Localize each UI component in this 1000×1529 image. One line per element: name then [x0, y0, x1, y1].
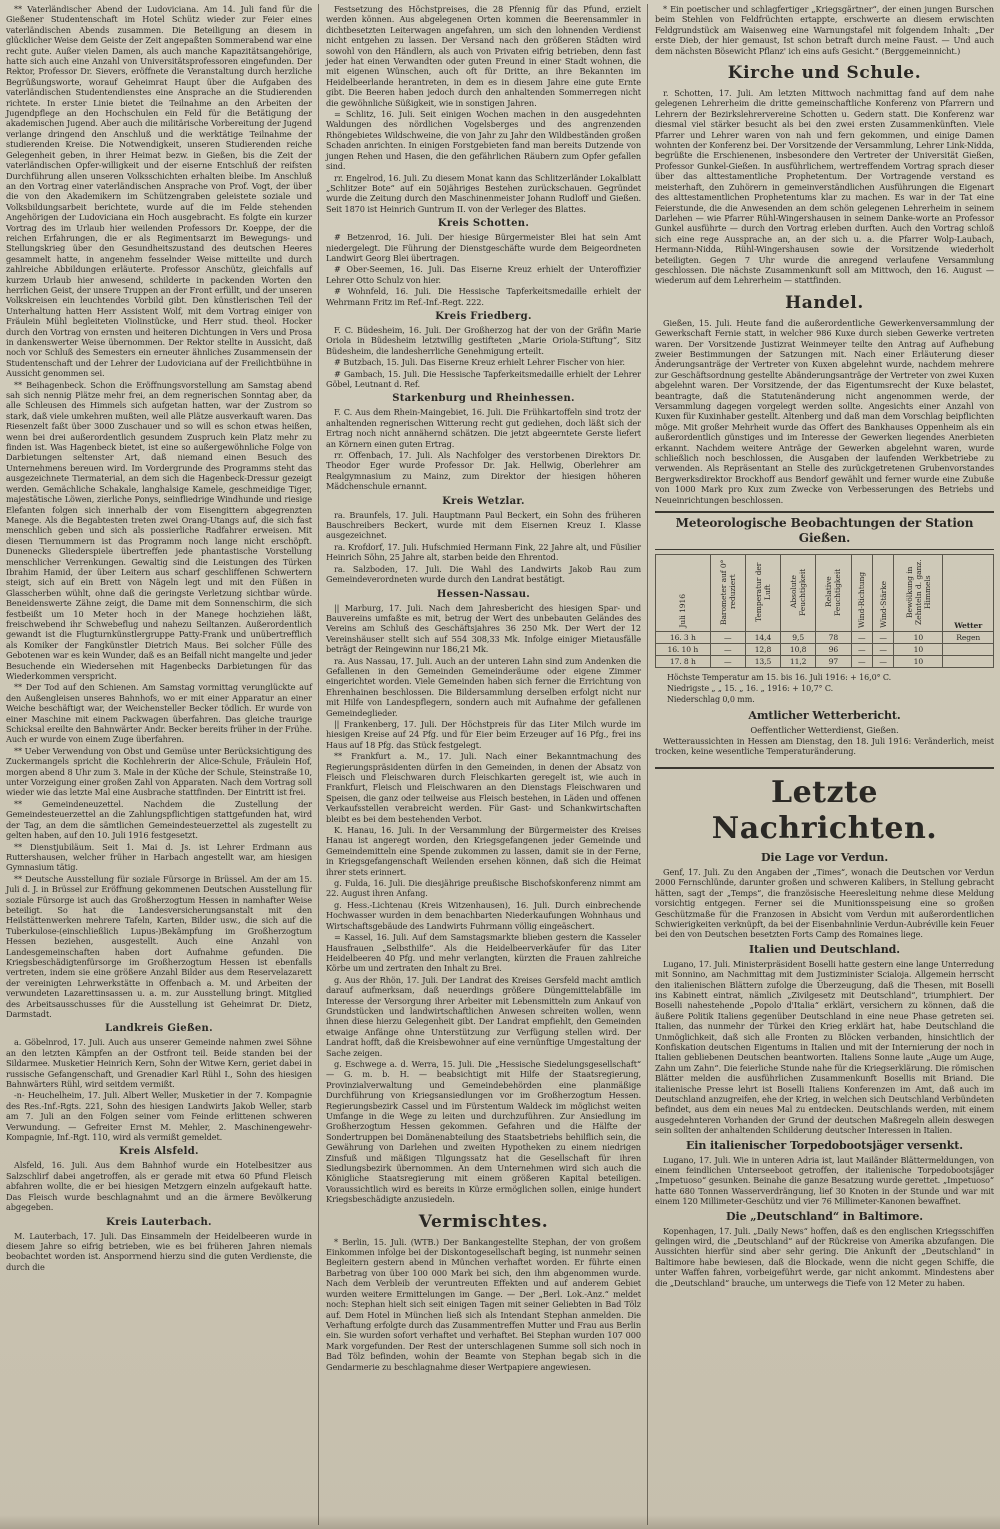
section-heading-kirche-schule: Kirche und Schule. — [727, 63, 922, 84]
section-heading-meteorologische: Meteorologische Beobachtungen der Station Gießen. — [655, 511, 994, 550]
article-rhoen: g. Aus der Rhön, 17. Juli. Der Landrat des Kreises Gersfeld macht amtlich darauf aufmerksam, daß neuerdings größere Düngemittelabfälle im Interesse der Versorgung ihrer Arbeiter mit Lebensmitteln zum Ankauf von Grundstücken und landwirtschaftlichen Anwesen schreiten wollen, wenn ihnen diese hierzu Gelegenheit gibt. Der Landrat empfiehlt, den Gemeinden etwaige Anfänge ohne Unterstützung zur Verfügung stellen wird. Der Landrat hofft, daß die Kreisbewohner auf eine vernünftige Umgestaltung der Sache zeigen. — [326, 974, 641, 1058]
article-kassel: = Kassel, 16. Juli. Auf dem Samstagsmarkte blieben gestern die Kasseler Hausfrauen „Selbsthilfe“. Als die Heidelbeerverkäufer für das Liter Heidelbeeren 40 Pfg. und mehr verlangten, kürzten die Frauen zahlreiche Körbe um und zertraten den Inhalt zu Brei. — [326, 932, 641, 974]
weather-cell: 10 — [894, 656, 943, 668]
weather-cell: — — [851, 656, 872, 668]
article-schlitz: = Schlitz, 16. Juli. Seit einigen Wochen machen in den ausgedehnten Waldungen des nördlichen Vogelsberges und des angrenzenden Rhöngebietes Wildschweine, die von Jahr zu Jahr den Wildbeständen großen Schaden anrichten. In einigen Forstgebieten fand man bereits Dutzende von jungen Rehen und Hasen, die den gefährlichen Räubern zum Opfer gefallen sind. — [326, 109, 641, 172]
weather-cell: 9,5 — [781, 632, 816, 644]
weather-cell: — — [710, 644, 745, 656]
section-heading-hessen-nassau: Hessen-Nassau. — [436, 588, 531, 600]
section-heading-starkenburg: Starkenburg und Rheinhessen. — [392, 393, 575, 405]
weather-cell: Regen — [943, 632, 994, 644]
article-dienstjubilaeum: ** Dienstjubiläum. Seit 1. Mai d. Js. ist Lehrer Erdmann aus Ruttershausen, welcher früher in Harbach angestellt war, am hiesigen Gymnasium tätig. — [6, 841, 312, 873]
article-hanau: K. Hanau, 16. Juli. In der Versammlung der Bürgermeister des Kreises Hanau ist angeregt worden, den Kriegsgefangenen jeder Gemeinde und Gemeindemitteln eine Spende zukommen zu lassen, damit sie in der Ferne, in Kriegsgefangenschaft Weilenden ersehen können, daß sich die Heimat ihrer stets erinnert. — [326, 825, 641, 877]
section-heading-kreis-lauterbach: Kreis Lauterbach. — [106, 1216, 212, 1228]
column-3 — [649, 0, 1000, 1529]
article-alsfeld: Alsfeld, 16. Juli. Aus dem Bahnhof wurde ein Hotelbesitzer aus Salzschlirf dabei angetroffen, als er gerade mit etwa 60 Pfund Fleisch abfahren wollte, die er bei hiesigen Metzgern einzeln aufgekauft hatte. Das Fleisch wurde beschlagnahmt und an die ärmere Bevölkerung abgegeben. — [6, 1160, 312, 1213]
weather-cell: — — [710, 656, 745, 668]
article-wohnfeld: # Wohnfeld, 16. Juli. Die Hessische Tapferkeitsmedaille erhielt der Wehrmann Fritz im Ref.-Inf.-Regt. 222. — [326, 286, 641, 307]
article-krofdorf: ra. Krofdorf, 17. Juli. Hufschmied Hermann Fink, 22 Jahre alt, und Füsilier Heinrich Söhn, 25 Jahre alt, starben beide den Ehrentod. — [326, 541, 641, 563]
section-heading-vermischtes: Vermischtes. — [418, 1211, 549, 1232]
article-gemeindesteuerzettel: ** Gemeindeneuzettel. Nachdem die Zustellung der Gemeindesteuerzettel an die Zahlungspflichtigen stattgefunden hat, wird der Tag, an dem die sämtlichen Gemeindesteuerzettel als zugestellt zu gelten haben, auf den 10. Juli 1916 festgesetzt. — [6, 798, 312, 841]
weather-note-precip: Niederschlag 0,0 mm. — [667, 695, 755, 705]
article-berlin: * Berlin, 15. Juli. (WTB.) Der Bankangestellte Stephan, der von großem Einkommen infolge bei der Diskontogesellschaft beging, ist nunmehr seinen Begleitern gestern abend in München verhaftet worden. Er führte einen Barbetrag von über 100 000 Mark bei sich, den ihm abgenommen wurde. Nach dem Verbleib der veruntreuten Effekten und auf anderem Gebiet wurden weitere Ermittelungen im Gange. — Der „Berl. Lok.-Anz.“ meldet noch: Stephan hielt sich seit einigen Tagen mit seiner Geliebten in Bad Tölz auf. Dem Hotel in München ließ sich als Intendant Stephan anmelden. Die Verhaftung erfolgte durch das Zusammentreffen Mutter und Frau aus Berlin ein. Sie wurden sofort verhaftet und verhaftet. Bei Stephan wurden 107 000 Mark vorgefunden. Der Rest der unterschlagenen Summe soll sich noch in Bad Tölz befinden, wohin der Beamte von Stephan begab sich in die Gendarmerie zu beschlagnahme dieser Wertpapiere angewiesen. — [326, 1236, 641, 1372]
article-marburg: || Marburg, 17. Juli. Nach dem Jahresbericht des hiesigen Spar- und Bauvereins umfaßte es mit, betrug der Wert des unbebauten Geländes des Vereins am Schluß des Geschäftsjahres 36 250 Mk. Der Wert der 12 Vereinshäuser stellt sich auf 554 308,33 Mk. Infolge einiger Mietausfälle beträgt der Reingewinn nur 186,21 Mk. — [326, 602, 641, 655]
weather-header-cell: Wind-Richtung — [851, 555, 872, 632]
subheading-deutschland-baltimore: Die „Deutschland“ in Baltimore. — [726, 1209, 923, 1223]
weather-header-cell: Relative Feuchtigkeit — [816, 555, 851, 632]
article-heuchelheim: -n- Heuchelheim, 17. Juli. Albert Weller, Musketier in der 7. Kompagnie des Res.-Inf.-Rgts. 221, Sohn des hiesigen Landwirts Jakob Weller, starb am 7. Juli an den Folgen seiner vom Feinde erlittenen schweren Verwundung. — Gefreiter Ernst M. Mehler, 2. Maschinengewehr-Kompagnie, Inf.-Rgt. 110, wird als vermißt gemeldet. — [6, 1090, 312, 1143]
article-kopenhagen: Kopenhagen, 17. Juli. „Daily News“ hoffen, daß es den englischen Kriegsschiffen gelingen wird, die „Deutschland“ auf der Rückreise von Amerika abzufangen. Die Aussichten hierfür sind aber sehr gering. Die Ankunft der „Deutschland“ in Baltimore habe bewiesen, daß die Blockade, wenn die nicht gegen Schiffe, die unter Waffen fahren, vorbeigeführt werde, gar nicht ankommt. Mindestens aber die „Deutschland“ brauche, um unterwegs die Tiefe von 12 Meter zu haben. — [655, 1225, 994, 1288]
weather-cell — [943, 656, 994, 668]
article-butzbach: # Butzbach, 15. Juli. Das Eiserne Kreuz erhielt Lehrer Fischer von hier. — [334, 357, 625, 368]
article-gambach: # Gambach, 15. Juli. Die Hessische Tapferkeitsmedaille erhielt der Lehrer Göbel, Leutnant d. Ref. — [326, 368, 641, 389]
subheading-italien-deutschland: Italien und Deutschland. — [749, 942, 900, 956]
column-1 — [0, 0, 318, 1529]
article-eschwege: g. Eschwege a. d. Werra, 15. Juli. Die „Hessische Siedelungsgesellschaft“ — G. m. b. H. — beabsichtigt mit Hilfe der Staatsregierung, Provinzialverwaltung und Gemeindebehörden eine planmäßige Durchführung von Kriegsansiedlungen vor im Großherzogtum Hessen. Regierungsbezirk Cassel und im Fürstentum Waldeck im möglichst weiten Umfange in die Wege zu leiten und durchzuführen. Zur Ansiedlung im Großherzogtum Hessen gekommen. Gefahren und die Hälfte der Sondertruppen bei Domänenabteilung des Staatsbetriebs behilflich sein, die Gewährung von Darlehen und zweiten Hypotheken zu einem niedrigen Zinsfuß und mäßigen Tilgungssatz hat die Gesellschaft für ihren Siedlungsbezirk übernommen. An dem Unternehmen wird sich auch die Königliche Staatsregierung mit einem größeren Kapital beteiligen. Voraussichtlich wird es bereits in Kürze ermöglichen sollen, einige hundert Kriegsbeschädigte anzusiedeln. — [326, 1058, 641, 1205]
weather-cell: 12,8 — [745, 644, 780, 656]
article-giessen-gewerken: Gießen, 15. Juli. Heute fand die außerordentliche Gewerkenversammlung der Gewerkschaft Fernie statt, in welcher 986 Kuxe durch sieben Gewerke vertreten waren. Der Vorsitzende Justizrat Weinmeyer teilte den Antrag auf Aufhebung zweier Bestimmungen der Satzungen mit. Nach einer Erläuterung dieser Änderungsanträge der Vertreter von Kuxen abgelehnt wurde, nachdem mehrere zur Geschäftsordnung gestellte Abänderungsanträge der Vertreter von zwei Kuxen abgelehnt waren. Der Vorsitzende, der das Eigentumsrecht der Kuxe belastet, beantragte, daß die Statutenänderung nicht angenommen werde, der Versammlung dagegen vorgelegt werden sollte. Angesichts einer Anzahl von Kuxen für Kuxinhaber gestellt. Altenberg und daß man dem Vorschlag beipflichten möge. Mit großer Mehrheit wurde das Offert des Bankhauses Oppenheim als ein außerordentlich günstiges und im Interesse der Gewerken liegendes Anerbieten erkannt. Nachdem weitere Anträge der Gewerken abgelehnt waren, wurde schließlich noch beschlossen, die Ausgaben der laufenden Werkbetriebe zu verwenden. Als Repräsentant an Stelle des zurückgetretenen Grubenvorstandes Bergwerksdirektor Brockhoff aus Bendorf gewählt und ferner wurde eine Zubuße von 1000 Mark pro Kux zum Zwecke von Verbesserungen des Betriebs und Neueinrichtungen beschlossen. — [655, 317, 994, 505]
subheading-torpedobootsjaeger: Ein italienischer Torpedobootsjäger versenkt. — [685, 1138, 964, 1152]
weather-header-cell: Bewölkung in Zehnteln d. ganz. Himmels — [894, 555, 943, 632]
weather-cell: — — [872, 632, 893, 644]
weather-cell: 16. 10 h — [656, 644, 711, 656]
section-heading-letzte-nachrichten: Letzte Nachrichten. — [655, 767, 994, 847]
weather-note-min: Niedrigste „ „ 15. „ 16. „ 1916: + 10,7° C. — [667, 684, 834, 694]
weather-row — [656, 644, 994, 656]
article-buedesheim: F. C. Büdesheim, 16. Juli. Der Großherzog hat der von der Gräfin Marie Oriola in Büdesheim letztwillig gestifteten „Marie Oriola-Stiftung“, Sitz Büdesheim, die landesherrliche Genehmigung erteilt. — [326, 324, 641, 356]
article-lugano-impetuoso: Lugano, 17. Juli. Wie in unteren Adria ist, laut Mailänder Blättermeldungen, von einem feindlichen Unterseeboot getroffen, der italienische Torpedobootsjäger „Impetuoso“ gesunken. Beinahe die ganze Besatzung wurde gerettet. „Impetuoso“ hatte 680 Tonnen Wasserverdrängung, lief 30 Knoten in der Stunde und war mit einem 120 Millimeter-Geschütz und vier 76 Millimeter-Kanonen bewaffnet. — [655, 1154, 994, 1207]
weather-cell: 17. 8 h — [656, 656, 711, 668]
weather-cell: 11,2 — [781, 656, 816, 668]
article-goebelnrod: a. Göbelnrod, 17. Juli. Auch aus unserer Gemeinde nahmen zwei Söhne an den letzten Kämpfen an der Ostfront teil. Beide standen bei der Sildarmee. Musketier Heinrich Kern, Sohn der Witwe Kern, geriet dabei in russische Gefangenschaft, und Grenadier Karl Rühl I., Sohn des hiesigen Bahnwärters Rühl, wird seitdem vermißt. — [6, 1037, 312, 1090]
weather-note-max: Höchste Temperatur am 15. bis 16. Juli 1916: + 16,0° C. — [667, 673, 892, 683]
section-heading-landkreis-giessen: Landkreis Gießen. — [105, 1023, 213, 1035]
article-schotten: r. Schotten, 17. Juli. Am letzten Mittwoch nachmittag fand auf dem nahe gelegenen Lehrerheim die dritte gemeinschaftliche Konferenz von Pfarrern und Lehrern der Bezirkslehrervereine Schotten u. Gedern statt. Die Konferenz war diesmal viel stärker besucht als bei den zwei ersten Zusammenkünften. Viele Pfarrer und Lehrer waren von nah und fern gekommen, und einige Damen wohnten der Konferenz bei. Der Vorsitzende der Versammlung, Lehrer Link-Nidda, begrüßte die Erschienenen, insbesondere den Vertreter der Universität Gießen, Professor Gunkel-Gießen. In ausführlichem, wertreffendem Vortrag sprach dieser über das alttestamentliche Prophetentum. Der Vortragende verstand es meisterhaft, den Zuhörern in gemeinverständlichen Ausführungen die Eigenart des alttestamentlichen Prophetentums klar zu machen. Es war in der Tat eine Feierstunde, die die Anwesenden an dem schön gelegenen Lehrerheim in seinem Darlehen — wie Pfarrer Rühl-Wingershausen in seinem Danke-worte an Professor Gunkel ausführte — durch den Vortrag erleben durften. Auch den Vortrag schloß sich eine rege Aussprache an, an der sich u. a. die Pfarrer Wolp-Laubach, Hermann-Nidda, Rühl-Wingershausen sowie der Vorsitzende wiederholt beteiligten. Gegen 7 Uhr wurde die anregend verlaufene Versammlung geschlossen. Die nächste Zusammenkunft soll am Mittwoch, den 16. August — wiederum auf dem Lehrerheim — stattfinden. — [655, 88, 994, 286]
weather-cell: 78 — [816, 632, 851, 644]
weather-table — [655, 554, 994, 668]
article-betzenrod: # Betzenrod, 16. Juli. Der hiesige Bürgermeister Blei hat sein Amt niedergelegt. Die Führung der Dienstgeschäfte wurde dem Beigeordneten Landwirt Georg Blei übertragen. — [326, 232, 641, 263]
weather-cell: 16. 3 h — [656, 632, 711, 644]
article-rhein-maingebiet: F. C. Aus dem Rhein-Maingebiet, 16. Juli. Die Frühkartoffeln sind trotz der anhaltenden regnerischen Witterung recht gut gediehen, doch läßt sich der Ertrag noch nicht annähernd schätzen. Die jetzt abgeerntete Gerste liefert an Körnern einen guten Ertrag. — [326, 407, 641, 449]
section-heading-handel: Handel. — [785, 292, 864, 313]
subheading-lage-verdun: Die Lage vor Verdun. — [760, 850, 889, 864]
article-obst-gemuese: ** Ueber Verwendung von Obst und Gemüse unter Berücksichtigung des Zuckermangels spricht die Kochlehrerin der Alice-Schule, Fräulein Hof, morgen abend 8 Uhr zum 3. Male in der Küche der Schule, Steinstraße 10, unter Vorzeigung einer großen Zahl von Apparaten. Nach dem Vortrag soll wieder wie das letzte Mal eine Ausbrache stattfinden. Der Eintritt ist frei. — [6, 745, 312, 798]
article-ober-seemen: # Ober-Seemen, 16. Juli. Das Eiserne Kreuz erhielt der Unteroffizier Lehrer Otto Schulz von hier. — [326, 264, 641, 285]
article-nassau: ra. Aus Nassau, 17. Juli. Auch an der unteren Lahn sind zum Andenken die Gefallenen in den Gemeinden Gemeinderäume oder eigene Zimmer eingerichtet worden. Viele Gemeinden haben sich ferner die Errichtung von Ehrenhainen beschlossen. Die Bildersammlung derselben erfolgt nicht nur mit Hilfe von Landespflegern, sondern auch mit Aufnahme der gefallenen Gemeindeglieder. — [326, 655, 641, 718]
page-bottom-edge — [0, 1515, 1000, 1529]
weather-header-cell: Wind-Stärke — [872, 555, 893, 632]
weather-header-cell: Barometer auf 0° reduziert — [710, 555, 745, 632]
weather-cell: 14,4 — [745, 632, 780, 644]
weather-cell: — — [851, 644, 872, 656]
column-2 — [320, 0, 647, 1529]
article-fulda: g. Fulda, 16. Juli. Die diesjährige preußische Bischofskonferenz nimmt am 22. August ihren Anfang. — [326, 878, 641, 899]
weather-cell: — — [872, 656, 893, 668]
weather-cell: 13,5 — [745, 656, 780, 668]
section-heading-kreis-schotten: Kreis Schotten. — [437, 218, 530, 230]
weather-header-cell: Wetter — [943, 555, 994, 632]
weather-cell: 97 — [816, 656, 851, 668]
weather-cell: 10 — [894, 644, 943, 656]
article-offenbach: rr. Offenbach, 17. Juli. Als Nachfolger des verstorbenen Direktors Dr. Theodor Eger wurde Professor Dr. Jak. Hellwig, Oberlehrer am Realgymnasium zu Mainz, zum Direktor der hiesigen höheren Mädchenschule ernannt. — [326, 450, 641, 492]
article-heidelbeeren: Festsetzung des Höchstpreises, die 28 Pfennig für das Pfund, erzielt werden können. Aus abgelegenen Orten kommen die Beerensammler in dichtbesetzten Leiterwagen angefahren, um sich den lohnenden Verdienst nicht entgehen zu lassen. Der Versand nach den größeren Städten wird sowohl von den Händlern, als auch von Privaten eifrig betrieben, denn fast jeder hat einen Verwandten oder guten Freund in einer Stadt wohnen, die mit eigenen Wünschen, auch oft für Dritte, an ihre Bekannten im Heidelbeerlande herantreten, in dem es in diesem Jahre eine gute Ernte gibt. Die Beeren haben jedoch durch den anhaltenden Sommerregen nicht die gewöhnliche Süßigkeit, wie in sonstigen Jahren. — [326, 4, 641, 108]
weather-row — [656, 656, 994, 668]
weather-row — [656, 632, 994, 644]
weather-cell: 10 — [894, 632, 943, 644]
article-frankfurt: ** Frankfurt a. M., 17. Juli. Nach einer Bekanntmachung des Regierungspräsidenten dürfen in den Gemeinden, in denen der Absatz von Fleisch und Fleischwaren durch Fleischkarten geregelt ist, wie auch in Frankfurt, Fleisch und Fleischwaren an den Dienstags Fleischwaren und Speisen, die ganz oder teilweise aus Fleisch bestehen, in Läden und offenen Verkaufsstellen verabreicht werden. Für Gast- und Schankwirtschaften bleibt es bei dem bestehenden Verbot. — [326, 751, 641, 824]
weather-cell: 96 — [816, 644, 851, 656]
column-rule — [318, 4, 319, 1525]
article-genf: Genf, 17. Juli. Zu den Angaben der „Times“, wonach die Deutschen vor Verdun 2000 Fernschlünde, darunter großen und schweren Kalibers, in Stellung gebracht hätten, sagt der „Temps“, die französische Heeresleitung nehme diese Meldung vorsichtig entgegen. Ferner sei die Munitionsspeisung eine so großen Geschützmaße für die Franzosen in Absicht vom Verdun mit außerordentlichen Schwierigkeiten verknüpft, da bei der Eisenbahnlinie Verdun-Aubréville kein Feuer bei den von Deutschen besetzten Forts Camp des Romaines liege. — [655, 866, 994, 940]
weather-cell: — — [851, 632, 872, 644]
weather-header-cell: Absolute Feuchtigkeit — [781, 555, 816, 632]
article-hess-lichtenau: g. Hess.-Lichtenau (Kreis Witzenhausen), 16. Juli. Durch einbrechende Hochwasser wurden in dem benachbarten Niederkaufungen Wohnhaus und Wirtschaftsgebäude des Landwirts Fuhrmann völlig eingeäschert. — [326, 899, 641, 931]
section-heading-amtlicher-wetterbericht: Amtlicher Wetterbericht. — [748, 709, 901, 723]
section-heading-kreis-alsfeld: Kreis Alsfeld. — [119, 1146, 199, 1158]
article-kriegsgaertner: * Ein poetischer und schlagfertiger „Kriegsgärtner“, der einen jungen Burschen beim Stehlen von Feldfrüchten ertappte, erschwerte an diesem erwischten Feldgrundstück am Waisenweg eine Warnungstafel mit folgendem Inhalt: „Der erste Dieb, der hier gemaust, Ist schon betraft durch meine Faust. — Und auch dem nächsten Bösewicht Pflanz' ich eins aufs Gesicht.“ (Berggemeinnicht.) — [655, 4, 994, 56]
weather-cell — [943, 644, 994, 656]
weather-header-cell: Temperatur der Luft — [745, 555, 780, 632]
section-heading-kreis-friedberg: Kreis Friedberg. — [435, 310, 532, 322]
article-salzboden: ra. Salzboden, 17. Juli. Die Wahl des Landwirts Jakob Rau zum Gemeindeverordneten wurde durch den Landrat bestätigt. — [326, 563, 641, 585]
column-rule — [647, 4, 648, 1525]
article-vaterlaendischer-abend: ** Vaterländischer Abend der Ludoviciana. Am 14. Juli fand für die Gießener Studentenschaft im Hotel Schütz wieder zur Feier eines vaterländischen Abends zusammen. Die Beteiligung an diesem in glücklicher Weise dem Geiste der Zeit angepaßten Sommerabend war eine recht gute. Außer vielen Damen, als auch manche Kapazitätsangehörige, hatte sich auch eine Anzahl von Universitätsprofessoren eingefunden. Der Rektor, Professor Dr. Sievers, eröffnete die Veranstaltung durch herzliche Begrüßungsworte, worauf Geheimrat Haupt über die Aufgaben des vaterländischen Studentendienstes eine Ansprache an die Studierenden richtete. In erster Linie bietet die Teilnahme an den Arbeiten der Jugendpflege an den Hochschulen ein Feld für die Betätigung der akademischen Jugend. Aber auch die militärische Vorbereitung der Jugend verlange dringend den Anschluß und die werktätige Teilnahme der studierenden Kreise. Die Notwendigkeit, unseren Studierenden reiche Gelegenheit geben, in ihrer Heimat bezw. in Gießen, bis die Zeit der vaterländischen Opfer-willigkeit und der eiserne Entschluß der reifsten Durchführung allen unseren Volksschichten erhalten bleibe. Im Anschluß an den Vortrag einer vaterländischen Ansprache von Prof. Vogt, der über die von den Akademikern im Schützengraben geleistete soziale und Volksbildungsarbeit berichtete, wurde auf die im Felde stehenden Angehörigen der Ludoviciana ein Hoch ausgebracht. Es folgte ein kurzer Vortrag des im Urlaub hier weilenden Professors Dr. Koeppe, der die reichen Erfahrungen, die er als Regimentsarzt im Bewegungs- und Stellungskrieg über den Gesundheitszustand des deutschen Heeres gesammelt hatte, in angenehm fesselnder Weise mitteilte und durch zahlreiche Abbildungen erläuterte. Professor Anschütz, gleichfalls auf kurzem Urlaub hier anwesend, schilderte in packenden Worten den herrlichen Geist, der unsere Truppen an der Front erfüllt, und der unseren Volkskreisen ein leuchtendes Vorbild gibt. Den künstlerischen Teil der Unterhaltung hatten Herr Assistent Wolf, mit dem Vortrag einiger von Fräulein Mühl begleiteten Violinstücke, und Herr stud. theol. Hocker durch den Vortrag von ernsten und heiteren Dichtungen in Vers und Prosa in dankenswerter Weise übernommen. Der Rektor stellte in Aussicht, daß noch vor Schluß des Semesters ein erneuter ähnliches Zusammensein der Studentenschaft und der Lehrer der Ludoviciana auf der Freilichtbühne in Aussicht genommen sei. — [6, 4, 312, 379]
article-frankenberg: || Frankenberg, 17. Juli. Der Höchstpreis für das Liter Milch wurde im hiesigen Kreise auf 24 Pfg. und für Eier beim Erzeuger auf 16 Pfg., frei ins Haus auf 18 Pfg. das Stück festgelegt. — [326, 718, 641, 750]
weather-cell: — — [710, 632, 745, 644]
article-lugano-boselli: Lugano, 17. Juli. Ministerpräsident Boselli hatte gestern eine lange Unterredung mit Sonnino, am Nachmittag mit dem Justizminister Scialoja. Allgemein herrscht den italienischen Blättern zufolge die Überzeugung, daß die Thesen, mit Boselli ins Kabinett eintrat, nämlich „Zivilgesetz mit Deutschland“, triumphiert. Der Boselli nahestehende „Popolo d'Italia“ erklärt, versichern zu können, daß die äußere Politik Italiens gegenüber Deutschland in eine neue Phase getreten sei. Italien, das nunmehr der Türkei den Krieg erklärt hat, habe Deutschland die Unmöglichkeit, daß sich alle Fronten zu Blöcken verbanden, hinsichtlich der Konfiskation deutschen Eigentums in Italien und mit der Internierung der noch in Italien gebliebenen Deutschen beantworten. Italiens Sonne laute „Auge um Auge, Zahn um Zahn“. Die feierliche Stunde nahe für die Kriegserklärung. Die römischen Blätter melden die ausführlichen Zusammenkunft Bosellis mit Briand. Die italienische Presse lehrt ist Boselli Italiens Konferenzen im Amt, daß auch im Deutschland anzugreifen, ehe der Krieg, in welchen sich Deutschland Verbündeten befindet, aus dem ein neues Mal zu entdecken. Deutschlands werden, mit einem ausgedehnteren Vorhanden der Grund der deutschen Maßregeln allein deswegen sein sollten der anhaltenden Schilderung deutscher Interessen in Italien. — [655, 958, 994, 1136]
article-ausstellung-bruessel: ** Deutsche Ausstellung für soziale Fürsorge in Brüssel. Am der am 15. Juli d. J. in Brüssel zur Eröffnung gekommenen Deutschen Ausstellung für soziale Fürsorge ist auch das Großherzogtum Hessen in namhafter Weise beteiligt. So hat die Landesversicherungsanstalt mit den Heilstättenwerken mehrere Tafeln, Karten, Bilder usw., die sich auf die Tuberkulose-(einschließlich Lupus-)Bekämpfung im Großherzogtum Hessen beziehen, ausgestellt. Auch eine Anzahl von Landesgemeinschaften haben dort Aufnahme gefunden. Die Kriegsbeschädigtenfürsorge im Großherzogtum Hessen ist ebenfalls vertreten, indem sie eine größere Anzahl Bilder aus dem Reservelazarett der vereinigten Lehrwerkstätte in Offenbach a. M. und Arbeiten der verwundeten Lazarettinsassen u. a. m. zur Ausstellung bringt. Mitglied des Arbeitsausschusses für die Ausstellung ist Geheimrat Dr. Dietz, Darmstadt. — [6, 873, 312, 1019]
article-braunfels: ra. Braunfels, 17. Juli. Hauptmann Paul Beckert, ein Sohn des früheren Bauschreibers Beckert, wurde mit dem Eisernen Kreuz I. Klasse ausgezeichnet. — [326, 509, 641, 541]
article-tod-auf-schienen: ** Der Tod auf den Schienen. Am Samstag vormittag verunglückte auf den Außengleisen unseres Bahnhofs, wo er mit einer Apparatur an einer Weiche beschäftigt war, der Weichensteller Becker tödlich. Er wurde von einer Maschine mit einem Packwagen überfahren. Das gleiche traurige Schicksal ereilte den Bahnwärter Andr. Becker bereits früher in der Frühe. Auch er wurde von einem Zuge überfahren. — [6, 682, 312, 745]
weather-cell: 10,8 — [781, 644, 816, 656]
weather-header-cell: Juli 1916 — [656, 555, 711, 632]
weather-notes — [667, 672, 994, 705]
article-hagenbeck: ** Beihagenbeck. Schon die Eröffnungsvorstellung am Samstag abend sah sich nennig Plätze mehr frei, an dem regnerischen Sonntag aber, da alle Schleusen des Himmels sich aufgetan hatten, war der Zustrom so stark, daß viele umkehren mußten, weil alle Plätze ausverkauft waren. Das Riesenzelt faßt über 3000 Zuschauer und so will es schon etwas heißen, wenn bei drei außerordentlich gesundem Zuspruch kein Platz mehr zu finden ist. Was Hagenbeck bietet, ist eine so außergewöhnliche Folge von Darbietungen seltenster Art, daß niemand einen Besuch des Unternehmens bereuen wird. Im Vordergrunde des Programms steht das ausgezeichnete Tiermaterial, an dem sich die Hagenbeck-Dressur gezeigt werden. Gemächliche Schakale, langhalsige Kamele, geschmeidige Tiger, majestätische Löwen, zierliche Ponys, seinfliedrige Windhunde und riesige Elefanten folgen sich innerhalb der vom Eisengittern abgegrenzten Manege. Als die Begabtesten treten zwei Orang-Utangs auf, die sich fast menschlich geben und sich als possierliche Radfahrer erweisen. Mit diesen Tiernummern ist das Programm noch lange nicht erschöpft. Dunenecks Gliederspiele übertreffen jede phantastische Vorstellung menschlicher Verrenkungen. Gewaltig sind die Leistungen des Türken Ibrahim Hamid, der über Leitern aus scharf geschliffenen Schwertern steigt, sich auf ein Brett von Nägeln legt und mit den Füßen in Glasscherben wühlt, ohne daß die geringste Verletzung sichtbar würde. Beneidenswerte Zähne zeigt, die Dame mit dem Sonnenschirm, die sich festbeißt um 10 Meter hoch in der Manege hochziehen läßt, freischwebend ihr Schwebeflug und nahezu Seiltanzen. Außerordentlich gewandt ist die Flugturnkünstlergruppe Patty-Frank und unübertrefflich als Komiker der Fangkünstler Dietrich Maus. Bei solcher Fülle des Gebotenen war es kein Wunder, daß es an Beifall nicht mangelte und jeder Besuchende ein Wiedersehen mit Hagenbecks Darbietungen für das Wiederkommen verspricht. — [6, 379, 312, 681]
weather-cell: — — [872, 644, 893, 656]
section-heading-kreis-wetzlar: Kreis Wetzlar. — [442, 495, 525, 507]
wetterdienst-line: Oeffentlicher Wetterdienst, Gießen. — [750, 725, 899, 736]
article-wetteraussichten: Wetteraussichten in Hessen am Dienstag, den 18. Juli 1916: Veränderlich, meist trocken, keine wesentliche Temperaturänderung. — [655, 736, 994, 757]
article-lauterbach: M. Lauterbach, 17. Juli. Das Einsammeln der Heidelbeeren wurde in diesem Jahre so eifrig betrieben, wie es bei früheren Jahren niemals beobachtet worden ist. Ansporrnend hierzu sind die guten Verdienste, die durch die — [6, 1230, 312, 1272]
article-engelrod: rr. Engelrod, 16. Juli. Zu diesem Monat kann das Schlitzerländer Lokalblatt „Schlitzer Bote“ auf ein 50jähriges Bestehen zurückschauen. Gegründet wurde die Zeitung durch den Maschinenmeister Johann Rudloff und Gießen. Seit 1870 ist Heinrich Guntrum II. von der Verleger des Blattes. — [326, 172, 641, 214]
